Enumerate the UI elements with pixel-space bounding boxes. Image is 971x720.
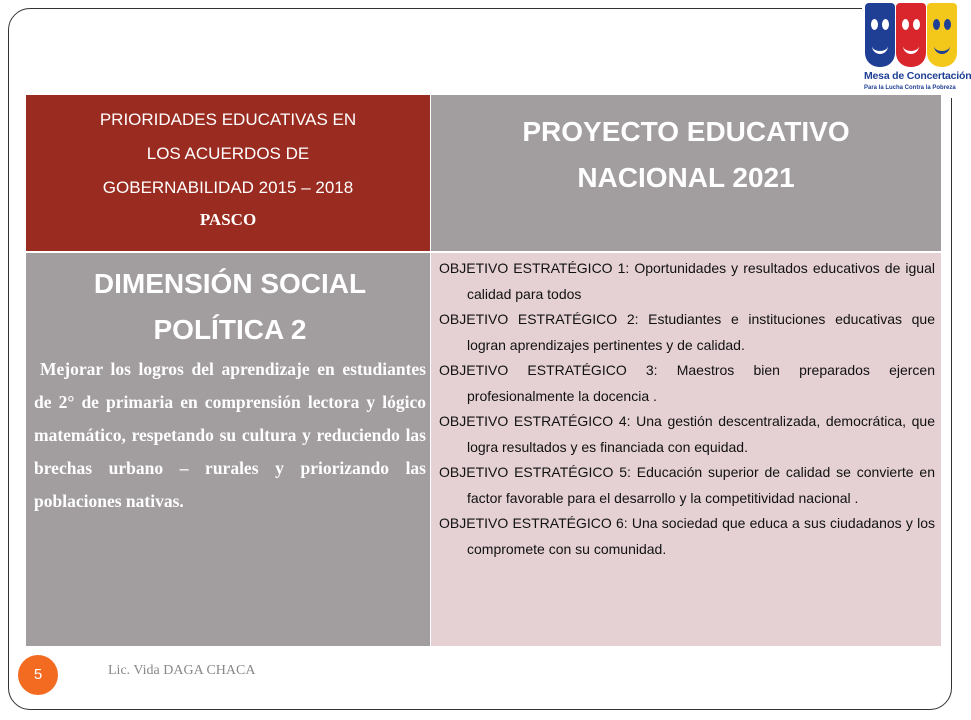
objective-item: OBJETIVO ESTRATÉGICO 5: Educación superior de calidad se convierte en factor favorable para el desarrollo y la competitividad nacional . (439, 464, 935, 506)
logo-face-yellow (927, 3, 957, 67)
author-footer: Lic. Vida DAGA CHACA (108, 663, 256, 678)
right-header-cell (431, 95, 941, 251)
objectives-cell (431, 253, 941, 646)
logo-face-blue (865, 3, 895, 67)
dimension-description: Mejorar los logros del aprendizaje en estudiantes de 2° de primaria en comprensión lectora y lógico matemático, respetando su cultura y reduciendo las brechas urbano – rurales y priorizando las poblaciones nativas. (34, 359, 426, 511)
dimension-title: POLÍTICA 2 (153, 314, 307, 345)
mesa-concertacion-logo (862, 0, 971, 98)
logo-title: Mesa de Concertación (864, 70, 971, 82)
objective-item: OBJETIVO ESTRATÉGICO 4: Una gestión descentralizada, democrática, que logra resultados y es financiada con equidad. (439, 413, 935, 455)
logo-subtitle: Para la Lucha Contra la Pobreza (864, 85, 956, 91)
left-header-cell (26, 95, 430, 251)
dimension-cell (26, 253, 430, 646)
right-header-line: PROYECTO EDUCATIVO (522, 116, 850, 147)
right-header-line: NACIONAL 2021 (577, 162, 795, 193)
content-table (26, 95, 941, 646)
region-label: PASCO (199, 210, 257, 229)
objective-item: OBJETIVO ESTRATÉGICO 2: Estudiantes e instituciones educativas que logran aprendizajes pertinentes y de calidad. (439, 311, 935, 353)
left-header-line: PRIORIDADES EDUCATIVAS EN (99, 110, 357, 129)
left-header-line: GOBERNABILIDAD 2015 – 2018 (102, 178, 354, 197)
objective-item: OBJETIVO ESTRATÉGICO 6: Una sociedad que educa a sus ciudadanos y los compromete con su comunidad. (439, 515, 935, 557)
objective-item: OBJETIVO ESTRATÉGICO 3: Maestros bien preparados ejercen profesionalmente la docencia . (439, 362, 935, 404)
objective-item: OBJETIVO ESTRATÉGICO 1: Oportunidades y resultados educativos de igual calidad para todos (439, 260, 935, 302)
page-number-badge: 5 (18, 655, 58, 695)
logo-face-red (896, 3, 926, 67)
left-header-line: LOS ACUERDOS DE (146, 144, 310, 163)
dimension-title: DIMENSIÓN SOCIAL (93, 268, 367, 299)
